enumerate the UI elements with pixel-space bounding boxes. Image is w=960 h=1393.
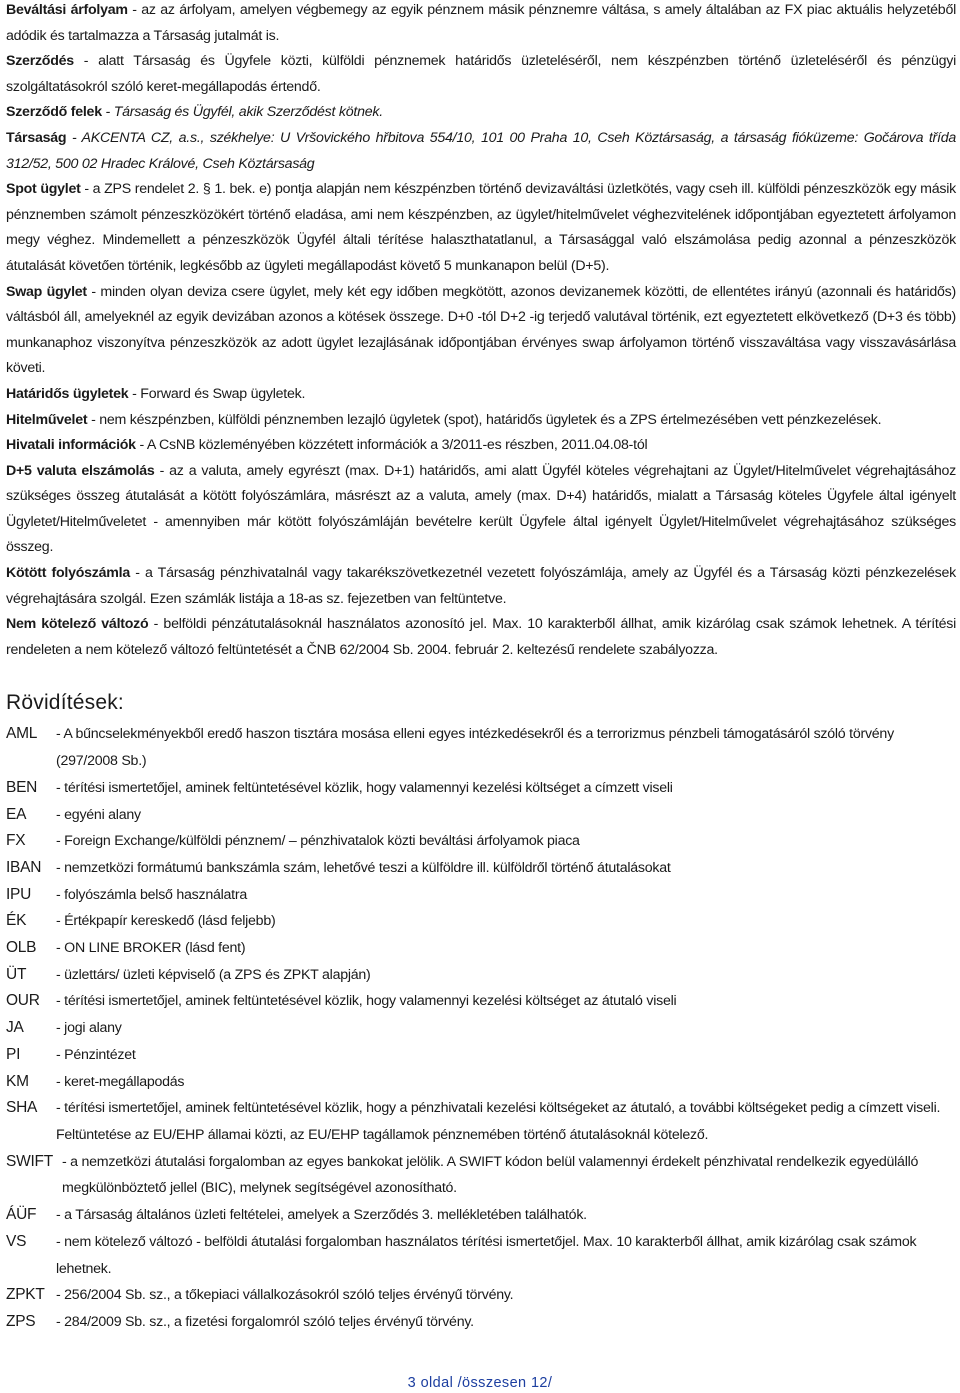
abbreviation-definition: - Foreign Exchange/külföldi pénznem/ – pénzhivatalok közti beváltási árfolyamok piaca (56, 833, 580, 850)
definition-item (6, 280, 956, 382)
abbreviation-row (6, 828, 956, 855)
abbreviations-heading: Rövidítések: (6, 691, 124, 715)
abbreviation-definition: - nem kötelező változó - belföldi átutalási forgalomban használatos térítési ismertetőjel. Max. 10 karakterből állhat, amik kizárólag csak számok lehetnek. (56, 1233, 917, 1277)
definition-item (6, 612, 956, 663)
abbreviation-key: ÉK (6, 912, 27, 930)
definition-text: - az az árfolyam, amelyen végbemegy az egyik pénznem másik pénznemre váltása, s amely általában az FX piac aktuális helyzetéből adódik és tartalmazza a Társaság jutalmát is. (6, 2, 956, 44)
abbreviation-definition: - A bűncselekményekből eredő haszon tisztára mosása elleni egyes intézkedésekről és a terrorizmus pénzbeli támogatásáról szóló törvény (297/2008 Sb.) (56, 726, 894, 770)
abbreviation-key: IPU (6, 885, 32, 903)
abbreviation-key: AML (6, 725, 38, 743)
abbreviation-row (6, 1042, 956, 1069)
abbreviation-definition: - Pénzintézet (56, 1046, 136, 1063)
abbreviation-definition: - a nemzetközi átutalási forgalomban az egyes bankokat jelölik. A SWIFT kódon belül valamennyi érdekelt pénzhivatal rendelkezik egyedülálló megkülönböztető jellel (BIC), melynek segítségével azonosítható. (62, 1153, 919, 1197)
definition-term: Spot ügylet (6, 181, 81, 198)
definition-item (6, 49, 956, 100)
abbreviation-definition: - üzlettárs/ üzleti képviselő (a ZPS és ZPKT alapján) (56, 966, 371, 983)
abbreviation-definition: - térítési ismertetőjel, aminek feltüntetésével közlik, hogy valamennyi kezelési költséget a címzett viseli (56, 779, 673, 796)
abbreviation-definition: - keret-megállapodás (56, 1073, 185, 1090)
abbreviation-key: PI (6, 1045, 21, 1063)
abbreviation-row (6, 1202, 956, 1229)
abbreviation-definition: - ON LINE BROKER (lásd fent) (56, 940, 246, 957)
definition-item (6, 459, 956, 561)
definition-text: - a ZPS rendelet 2. § 1. bek. e) pontja alapján nem készpénzben történő devizaváltási üzletkötés, vagy cseh ill. külföldi pénzeszközök egy másik pénznemben számolt pénzeszközökért történő eladása, ami nem készpénzben, az ügylet/hitelművelet véghezvitelének időpontjában egyeztetett árfolyamon megy véghez. Mindemellett a pénzeszközök Ügyfél általi térítése halaszthatatlanul, a Társasággal való elszámolása pedig azonnal a pénzeszközök átutalását követően történik, legkésőbb az ügyleti megállapodást követő 5 munkanapon belül (D+5). (6, 181, 956, 274)
abbreviation-definition: - nemzetközi formátumú bankszámla szám, lehetővé teszi a külföldre ill. külföldről történő átutalásokat (56, 859, 671, 876)
definition-term: Swap ügylet (6, 283, 87, 300)
definition-text: - Társaság és Ügyfél, akik Szerződést kötnek. (101, 104, 383, 121)
definition-text: - az a valuta, amely egyrészt (max. D+1) határidős, ami alatt Ügyfél köteles végrehajtani az Ügylet/Hitelművelet végrehajtásához szükséges összeg átutalását a kötött folyószámlára, másrészt az a valuta, amely (max. D+4) határidős, mialatt a Társaság köteles Ügyfele által igényelt Ügyletet/Hitelműveletet - amennyiben már kötött folyószámláján bevételre került Ügyfele által igényelt Ügylet/Hitelművelet végrehajtásához szükséges összeg. (6, 462, 956, 556)
abbreviation-row (6, 962, 956, 989)
abbreviation-key: ÁÜF (6, 1206, 37, 1224)
abbreviation-key: ZPS (6, 1312, 36, 1330)
abbreviation-key: SWIFT (6, 1152, 53, 1170)
definition-term: Szerződés (6, 53, 74, 70)
definition-term: Hitelművelet (6, 411, 88, 428)
abbreviation-definition: - 284/2009 Sb. sz., a fizetési forgalomról szóló teljes érvényű törvény. (56, 1313, 474, 1330)
abbreviation-definition: - folyószámla belső használatra (56, 886, 247, 903)
definition-item (6, 408, 956, 434)
definition-text: - AKCENTA CZ, a.s., székhelye: U Vršovického hřbitova 554/10, 101 00 Praha 10, Cseh Köztársaság, a társaság fióküzeme: Gočárova třída 312/52, 500 02 Hradec Králové, Cseh Köztársaság (6, 129, 956, 172)
abbreviation-key: ÜT (6, 965, 27, 983)
abbreviation-definition: - Értékpapír kereskedő (lásd feljebb) (56, 913, 276, 930)
abbreviation-row (6, 775, 956, 802)
abbreviation-row (6, 1229, 956, 1282)
definitions-section (6, 0, 956, 663)
definition-item (6, 126, 956, 177)
abbreviation-row (6, 1015, 956, 1042)
abbreviation-key: IBAN (6, 858, 42, 876)
abbreviation-row (6, 721, 956, 774)
definition-text: - a Társaság pénzhivatalnál vagy takarékszövetkezetnél vezetett folyószámlája, amely az Ügyfél és a Társaság közti pénzkezelések végrehajtására szolgál. Ezen számlák listája a 18-as sz. fejezetben van feltüntetve. (6, 565, 956, 607)
definition-item (6, 100, 956, 126)
definition-text: - A CsNB közleményében közzétett információk a 3/2011-es részben, 2011.04.08-tól (135, 437, 648, 454)
abbreviation-key: KM (6, 1072, 29, 1090)
abbreviation-key: VS (6, 1232, 27, 1250)
definition-text: - alatt Társaság és Ügyfele közti, külföldi pénznemek határidős üzleteléséről, nem készpénzben történő üzleteléséről és pénzügyi szolgáltatásokról szóló keret-megállapodás értendő. (6, 53, 956, 95)
abbreviation-definition: - 256/2004 Sb. sz., a tőkepiaci vállalkozásokról szóló teljes érvényű törvény. (56, 1287, 514, 1304)
abbreviation-row (6, 802, 956, 829)
abbreviation-row (6, 988, 956, 1015)
abbreviation-row (6, 1069, 956, 1096)
definition-term: Kötött folyószámla (6, 565, 130, 582)
definition-text: - belföldi pénzátutalásoknál használatos azonosító jel. Max. 10 karakterből állhat, amik kizárólag csak számok lehetnek. A térítési rendeleten a nem kötelező változó feltüntetését a ČNB 62/2004 Sb. 2004. február 2. keltezésű rendelete szabályozza. (6, 616, 956, 658)
definition-text: - minden olyan deviza csere ügylet, mely két egy időben megkötött, azonos devizanemek közötti, de ellentétes irányú (azonnali és határidős) váltásból áll, amelyeknél az egyik devizában azonos a kötések összege. D+0 -tól D+2 -ig terjedő valutával történik, ezt egyeztetett elkövetkező (D+3 és több) munkanaphoz viszonyítva pénzeszközök az adott ügylet lezajlásának időpontjában érvényes swap árfolyamon történő visszaváltása vagy visszavásárlása követi. (6, 283, 956, 377)
abbreviation-row (6, 1309, 956, 1336)
abbreviation-key: BEN (6, 778, 38, 796)
abbreviation-definition: - egyéni alany (56, 806, 141, 823)
abbreviation-key: FX (6, 832, 26, 850)
definition-term: Beváltási árfolyam (6, 2, 128, 18)
abbreviation-row (6, 1095, 956, 1148)
abbreviation-key: EA (6, 805, 27, 823)
abbreviation-key: SHA (6, 1099, 38, 1117)
abbreviation-definition: - térítési ismertetőjel, aminek feltüntetésével közlik, hogy valamennyi kezelési költséget az átutaló viseli (56, 993, 677, 1010)
definition-item (6, 177, 956, 279)
abbreviation-definition: - jogi alany (56, 1020, 122, 1037)
abbreviation-key: JA (6, 1019, 24, 1037)
definition-item (6, 561, 956, 612)
abbreviation-row (6, 855, 956, 882)
abbreviation-key: OUR (6, 992, 40, 1010)
abbreviation-row (6, 1149, 956, 1202)
page-number-footer: 3 oldal /összesen 12/ (407, 1375, 553, 1391)
abbreviations-list (6, 721, 956, 1335)
definition-term: Hivatali információk (6, 437, 136, 454)
definition-item (6, 0, 956, 49)
definition-term: Társaság (6, 129, 67, 146)
abbreviation-key: ZPKT (6, 1286, 45, 1304)
document-page (6, 0, 956, 1336)
definition-term: D+5 valuta elszámolás (6, 462, 155, 479)
abbreviation-row (6, 1282, 956, 1309)
definition-item (6, 382, 956, 408)
abbreviation-key: OLB (6, 939, 37, 957)
definition-term: Határidős ügyletek (6, 385, 129, 402)
abbreviation-definition: - a Társaság általános üzleti feltételei, amelyek a Szerződés 3. mellékletében találhatók. (56, 1207, 587, 1224)
definition-term: Nem kötelező változó (6, 616, 149, 633)
abbreviation-row (6, 935, 956, 962)
abbreviation-row (6, 908, 956, 935)
abbreviation-row (6, 882, 956, 909)
abbreviation-definition: - térítési ismertetőjel, aminek feltüntetésével közlik, hogy a pénzhivatali kezelési költségeket az átutaló, a további költségeket pedig a címzett viseli. Feltüntetése az EU/EHP államai közti, az EU/EHP tagállamok pénznemében történő átutalásoknál kötelező. (56, 1100, 941, 1143)
definition-term: Szerződő felek (6, 104, 102, 121)
definition-text: - Forward és Swap ügyletek. (128, 385, 306, 402)
definition-text: - nem készpénzben, külföldi pénznemben lezajló ügyletek (spot), határidős ügyletek és a ZPS értelmezésében vett pénzkezelések. (87, 411, 882, 428)
definition-item (6, 433, 956, 459)
